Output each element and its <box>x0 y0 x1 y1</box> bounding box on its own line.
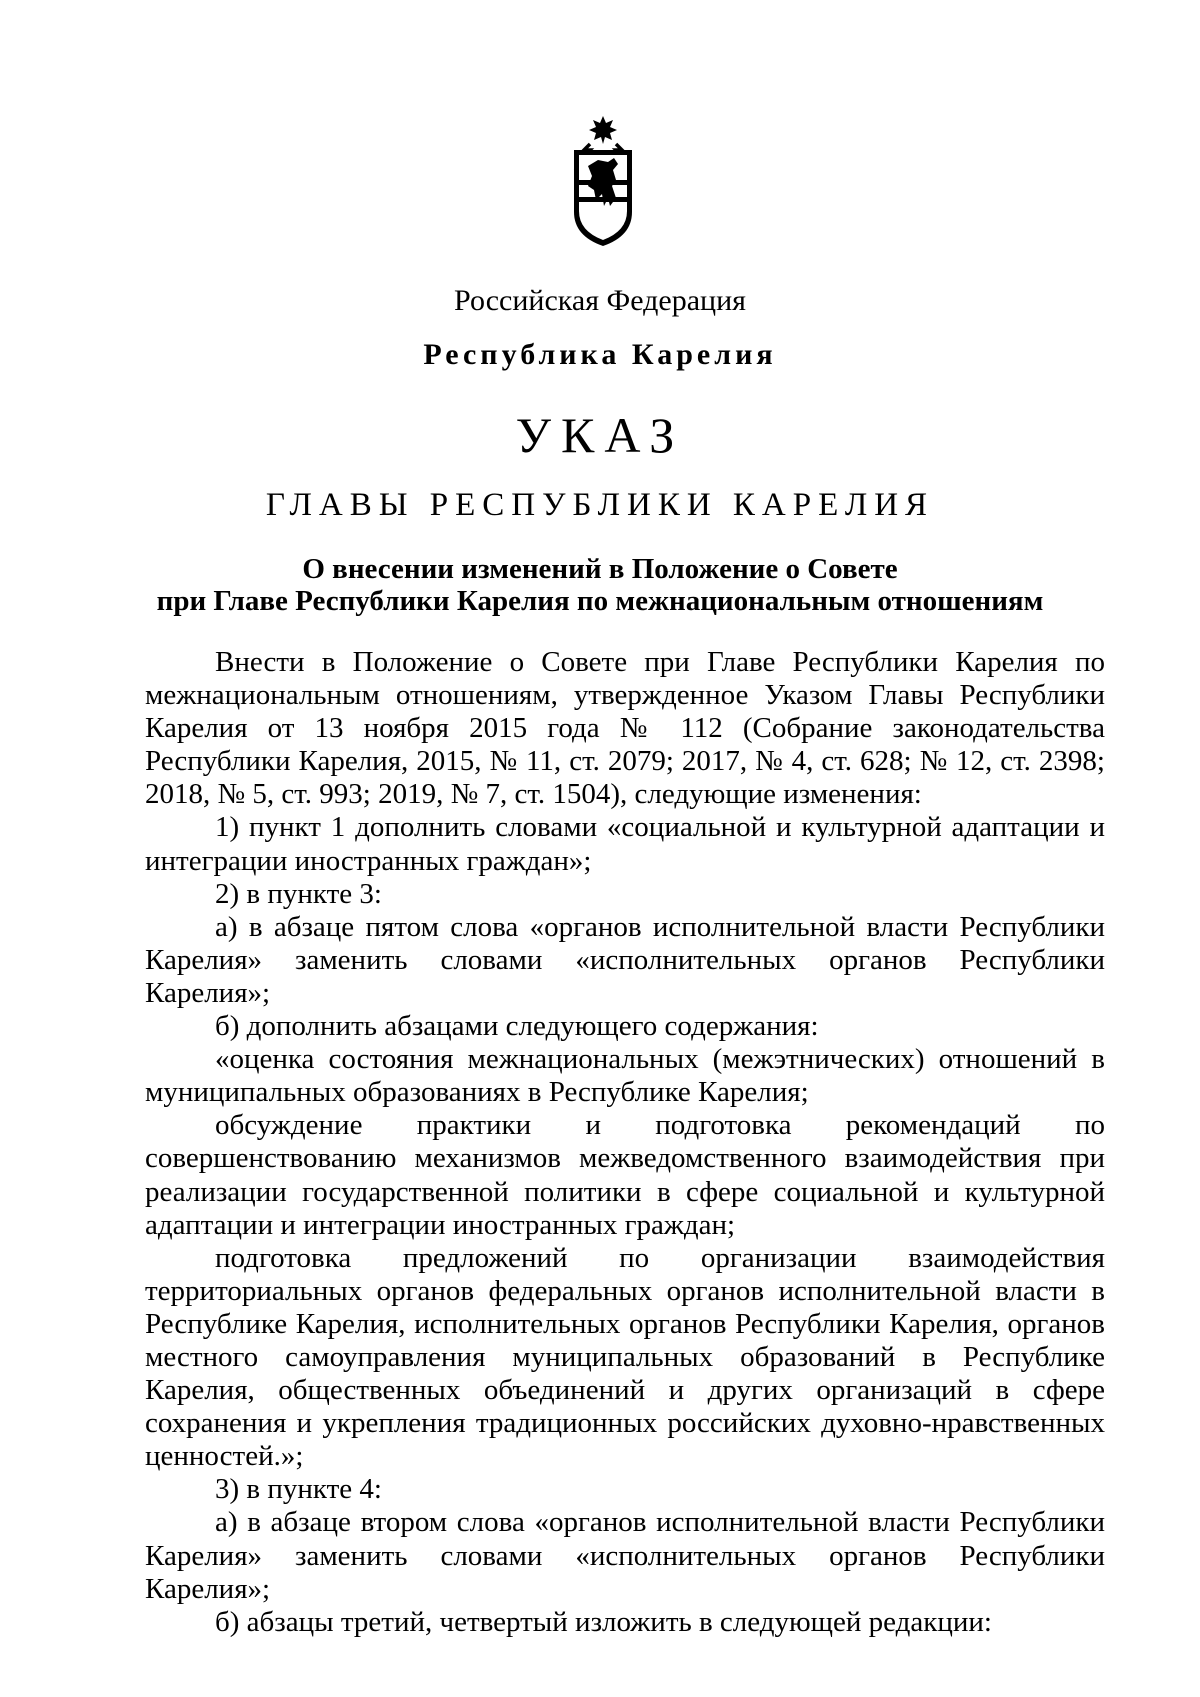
paragraph-item-2: 2) в пункте 3: <box>215 877 382 910</box>
country-line: Российская Федерация <box>454 284 746 317</box>
document-body <box>145 646 1105 1639</box>
paragraph-item-2b: б) дополнить абзацами следующего содержания: <box>215 1010 819 1043</box>
paragraph-item-2a: а) в абзаце пятом слова «органов исполнительной власти Республики Карелия» заменить словами «исполнительных органов Республики Карелия»; <box>145 910 1105 1009</box>
title-line-2: при Главе Республики Карелия по межнациональным отношениям <box>156 585 1044 617</box>
paragraph-item-3: 3) в пункте 4: <box>215 1473 382 1506</box>
coat-of-arms-emblem <box>568 114 638 248</box>
paragraph-preamble: Внести в Положение о Совете при Главе Республики Карелия по межнациональным отношениям, утвержденное Указом Главы Республики Карелия от 13 ноября 2015 года № 112 (Собрание законодательства Республики Карелия, 2015, № 11, ст. 2079; 2017, № 4, ст. 628; № 12, ст. 2398; 2018, № 5, ст. 993; 2019, № 7, ст. 1504), следующие изменения: <box>145 646 1105 811</box>
title-line-1: О внесении изменений в Положение о Совете <box>302 553 898 585</box>
document-type: УКАЗ <box>515 407 685 463</box>
issuer-line: ГЛАВЫ РЕСПУБЛИКИ КАРЕЛИЯ <box>265 487 935 523</box>
paragraph-item-3b: б) абзацы третий, четвертый изложить в следующей редакции: <box>215 1605 992 1638</box>
paragraph-quote-2: обсуждение практики и подготовка рекомендаций по совершенствованию механизмов межведомственного взаимодействия при реализации государственной политики в сфере социальной и культурной адаптации и интеграции иностранных граждан; <box>145 1109 1105 1241</box>
paragraph-item-1: 1) пункт 1 дополнить словами «социальной и культурной адаптации и интеграции иностранных граждан»; <box>145 811 1105 877</box>
paragraph-item-3a: а) в абзаце втором слова «органов исполнительной власти Республики Карелия» заменить словами «исполнительных органов Республики Карелия»; <box>145 1506 1105 1605</box>
document-title <box>130 553 1070 617</box>
paragraph-quote-3: подготовка предложений по организации взаимодействия территориальных органов федеральных органов исполнительной власти в Республике Карелия, исполнительных органов Республики Карелия, органов местного самоуправления муниципальных образований в Республике Карелия, общественных объединений и других организаций в сфере сохранения и укрепления традиционных российских духовно-нравственных ценностей.»; <box>145 1241 1105 1473</box>
star-icon <box>589 116 617 144</box>
republic-line: Республика Карелия <box>423 338 777 371</box>
paragraph-quote-1: «оценка состояния межнациональных (межэтнических) отношений в муниципальных образованиях в Республике Карелия; <box>145 1043 1105 1109</box>
